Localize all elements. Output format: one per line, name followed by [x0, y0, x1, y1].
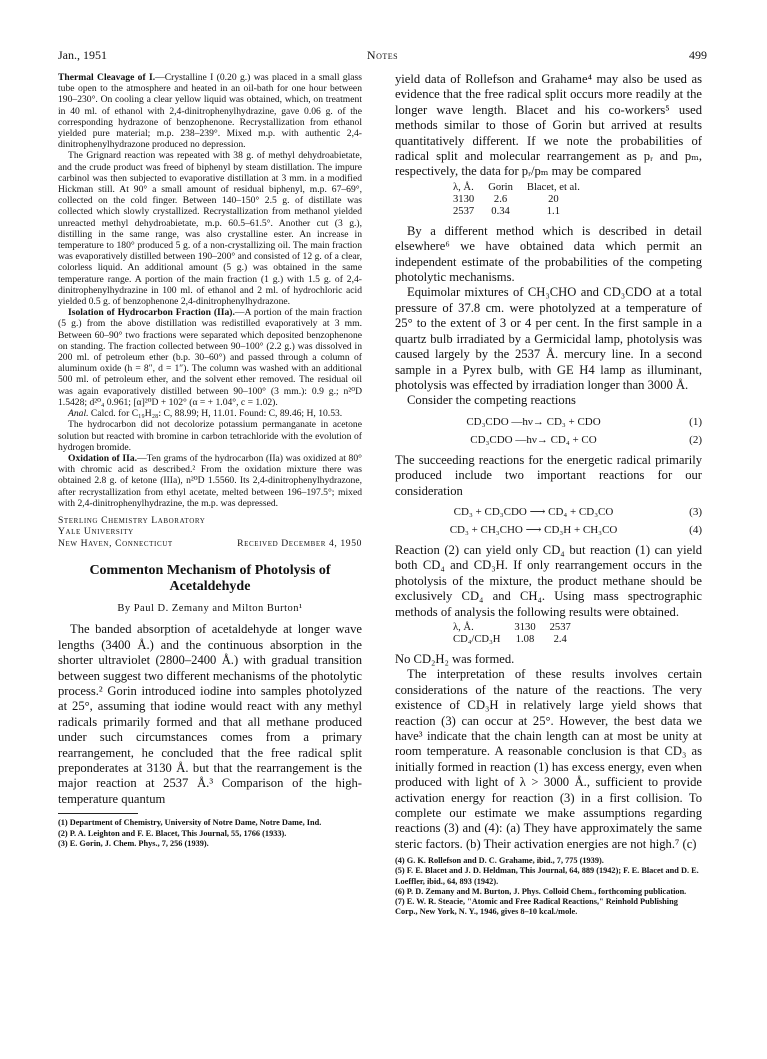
- footnotes-right: [395, 856, 702, 917]
- paragraph-isolation: Isolation of Hydrocarbon Fraction (IIa).—A portion of the main fraction (5 g.) from the above distillation was redistilled evaporatively at 3 mm. Between 60–90° two fractions were separated which deposited benzophenone on standing. The fraction collected between 90–100° (2.2 g.) was dissolved in 200 ml. of petroleum ether (b.p. 30–60°) and passed through a column of aluminum oxide (h = 8″, d = 1″). The column was washed with an additional 500 ml. of petroleum ether, and the solvent ether removed. The residual oil was again evaporatively distilled between 90–100° (3 mm.): 0.9 g.; n²⁰D 1.5428; d²⁰₄ 0.961; [α]²⁰D + 102° (α = + 1.04°, c = 1.02).: [58, 307, 362, 408]
- affiliation-university: Yale University: [58, 526, 134, 538]
- footnote: (4) G. K. Rollefson and D. C. Grahame, ibid., 7, 775 (1939).: [395, 856, 604, 866]
- footnote: (6) P. D. Zemany and M. Burton, J. Phys. Colloid Chem., forthcoming publication.: [395, 886, 687, 896]
- affiliation-lab: Sterling Chemistry Laboratory: [58, 514, 206, 526]
- reaction-line: CD₃ + CH₃CHO ⟶ CD₃H + CH₃CO (4): [449, 523, 702, 536]
- paragraph-succeeding: The succeeding reactions for the energetic radical primarily produced include two important reactions for our consideration: [395, 452, 702, 498]
- footnote: (1) Department of Chemistry, University of Notre Dame, Notre Dame, Ind.: [58, 818, 322, 828]
- reaction-group-primary: [395, 413, 702, 449]
- paragraph-reaction-analysis: Reaction (2) can yield only CD₄ but reaction (1) can yield both CD₄ and CD₃H. If only rearrangement occurs in the photolysis of the mixture, the product methane should be exclusively CD₄ and CH₄. Using mass spectrographic methods of analysis the following results were obtained.: [395, 542, 702, 619]
- right-column: [395, 72, 702, 917]
- footnote: (5) F. E. Blacet and J. D. Heldman, This Journal, 64, 889 (1942); F. E. Blacet and D. E. Loeffler, ibid., 64, 893 (1942).: [395, 866, 699, 886]
- footnote: (2) P. A. Leighton and F. E. Blacet, This Journal, 55, 1766 (1933).: [58, 828, 287, 838]
- reaction-group-secondary: [395, 503, 702, 539]
- affiliation-block: [58, 515, 362, 550]
- paragraph-oxidation: Oxidation of IIa.—Ten grams of the hydrocarbon (IIa) was oxidized at 80° with chromic acid as described.² From the oxidation mixture there was obtained 2.8 g. of ketone (IIIa), n²⁰D 1.5560. Its 2,4-dinitrophenylhydrazone, after recrystallization from ethyl acetate, melted between 196–197.5°; mixed with 2,4-dinitrophenylhydrazine, the m.p. was depressed.: [58, 452, 362, 509]
- journal-date: Jan., 1951: [58, 48, 107, 62]
- reaction-line: CD₃ + CD₃CDO ⟶ CD₄ + CD₃CO (3): [453, 505, 702, 518]
- paragraph-hydrocarbon: The hydrocarbon did not decolorize potassium permanganate in acetone solution but reacted with bromine in carbon tetrachloride with the evolution of hydrogen bromide.: [58, 419, 362, 453]
- footnote: (7) E. W. R. Steacie, "Atomic and Free Radical Reactions," Reinhold Publishing Corp., New York, N. Y., 1946, gives 8–10 kcal./mole.: [395, 897, 678, 917]
- paragraph-analysis: Anal. Calcd. for C₁₉H₂₈: C, 88.99; H, 11.01. Found: C, 89.46; H, 10.53.: [68, 408, 343, 420]
- paragraph-method: By a different method which is described in detail elsewhere⁶ we have obtained data which permit an independent estimate of the probabilities of the competing photolytic mechanisms.: [395, 223, 702, 285]
- page-header: [58, 48, 707, 66]
- paragraph-thermal-cleavage: Thermal Cleavage of I.—Crystalline I (0.20 g.) was placed in a small glass tube open to the atmosphere and heated in an oil-bath for one hour between 190–230°. On cooling a clear yellow liquid was obtained, which, on treatment in 40 ml. of ethanol with 2,4-dinitrophenylhydrazine, gave 0.06 g. of the corresponding hydrazone of benzophenone. Recrystallization from ethanol yielded pure material; m.p. 238–239°. Mixed m.p. with authentic 2,4-dinitrophenylhydrazone produced no depression.: [58, 72, 362, 151]
- table-row: CD₄/CD₃H 1.08 2.4: [453, 633, 567, 645]
- experimental-section: [58, 72, 362, 509]
- probability-table: [453, 182, 594, 218]
- table-header: λ, Å.: [453, 181, 474, 193]
- affiliation-city: New Haven, Connecticut: [58, 537, 173, 549]
- table-header: λ, Å.: [453, 621, 474, 633]
- table-header: Blacet, et al.: [526, 181, 580, 193]
- table-header: Gorin: [488, 181, 513, 193]
- article-title: Commenton Mechanism of Photolysis of Acetaldehyde: [89, 563, 331, 595]
- table-row: 2537 0.34 1.1: [453, 205, 560, 217]
- results-table: [453, 622, 585, 646]
- table-header: 3130: [514, 621, 536, 633]
- intro-paragraph: The banded absorption of acetaldehyde at longer wave lengths (3400 Å.) and the continuous absorption in the shorter ultraviolet (2800–2400 Å.) with gradual transition between suggest two different mechanisms of the photolytic process.² Gorin introduced iodine into samples photolyzed at 25°, assuming that iodine would react with any methyl radicals primarily formed and that all methane produced under such circumstances comes from a primary rearrangement, he concluded that the free radical split preponderates at 3130 Å. but that the rearrangement is the major reaction at 2537 Å.³ Comparison of the high-temperature quantum: [58, 622, 362, 806]
- section-title: Notes: [366, 48, 399, 62]
- byline: By Paul D. Zemany and Milton Burton¹: [117, 603, 303, 615]
- reaction-line: CD₃CDO —hν→ CD₄ + CO (2): [470, 433, 702, 446]
- paragraph-comparison: yield data of Rollefson and Grahame⁴ may also be used as evidence that the free radical split occurs more readily at the longer wave length. Blacet and his co-workers⁵ used methods similar to those of Gorin but arrived at results quantitatively different. If we note the probabilities of radical split and molecular rearrangement as pᵣ and pₘ, respectively, the data for pᵣ/pₘ may be compared: [395, 72, 702, 179]
- left-column: [58, 72, 362, 849]
- paragraph-consider: Consider the competing reactions: [407, 393, 576, 408]
- table-row: 3130 2.6 20: [453, 193, 559, 205]
- table-header: 2537: [549, 621, 571, 633]
- paragraph-no-cd2h2: No CD₂H₂ was formed.: [395, 651, 515, 666]
- page-number: 499: [689, 48, 707, 62]
- paragraph-interpretation: The interpretation of these results involves certain considerations of the nature of the reactions. The very existence of CD₃H in relatively large yield shows that reaction (3) can occur at 25°. However, the best data we have³ indicate that the chain length can at most be unity at room temperature. A reasonable conclusion is that CD₃ as initially formed in reaction (1) has excess energy, even when produced with light of λ > 3000 Å., sufficient to provide activation energy for reaction (3) in a first collision. To complete our estimate we make assumptions regarding reactions (3) and (4): (a) They have approximately the same steric factors. (b) Their activation energies are not high.⁷ (c): [395, 667, 702, 851]
- footnote-rule: [58, 813, 138, 814]
- footnote: (3) E. Gorin, J. Chem. Phys., 7, 256 (1939).: [58, 838, 209, 848]
- footnotes-left: [58, 818, 362, 849]
- reaction-line: CD₃CDO —hν→ CD₃ + CDO (1): [466, 415, 702, 428]
- received-date: Received December 4, 1950: [237, 537, 362, 549]
- paragraph-mixtures: Equimolar mixtures of CH₃CHO and CD₃CDO at a total pressure of 37.8 cm. were photolyzed at a temperature of 25° to the extent of 3 or 4 per cent. In the first sample in a quartz bulb irradiated by a Germicidal lamp, photolysis was caused largely by the 2537 Å. mercury line. In a second sample in a Pyrex bulb, with GE H4 lamp as illuminant, photolysis was effected by irradiation longer than 3000 Å.: [395, 285, 702, 392]
- article-body: [58, 622, 362, 807]
- paragraph-grignard: The Grignard reaction was repeated with 38 g. of methyl dehydroabietate, and the crude product was freed of biphenyl by steam distillation. The impure carbinol was then subjected to evaporative distillation at 3 mm. in a modified Hickman still. At 90° a small amount of residual biphenyl, m.p. 67–69°, collected on the cold finger. Between 140–150° 2.5 g. of distillate was collected which slowly crystallized. Recrystallization from methanol yielded unreacted methyl dehydroabietate, m.p. 60.5–61.5°. Another cut (3 g.), distilling in the same range, was also crystalline ester. An increase in temperature to 180° produced 5 g. of a non-crystallizing oil. The main fraction was evaporatively distilled between 190–200° and consisted of 12 g. of a clear, colorless liquid. An additional amount (5 g.) was obtained in the same temperature range. A portion of the main fraction (1 g.) with 1.5 g. of 2,4-dinitrophenylhydrazine in 100 ml. of ethanol and 2 ml. of hydrochloric acid yielded 0.5 g. of benzophenone 2,4-dinitrophenylhydrazone.: [58, 150, 362, 308]
